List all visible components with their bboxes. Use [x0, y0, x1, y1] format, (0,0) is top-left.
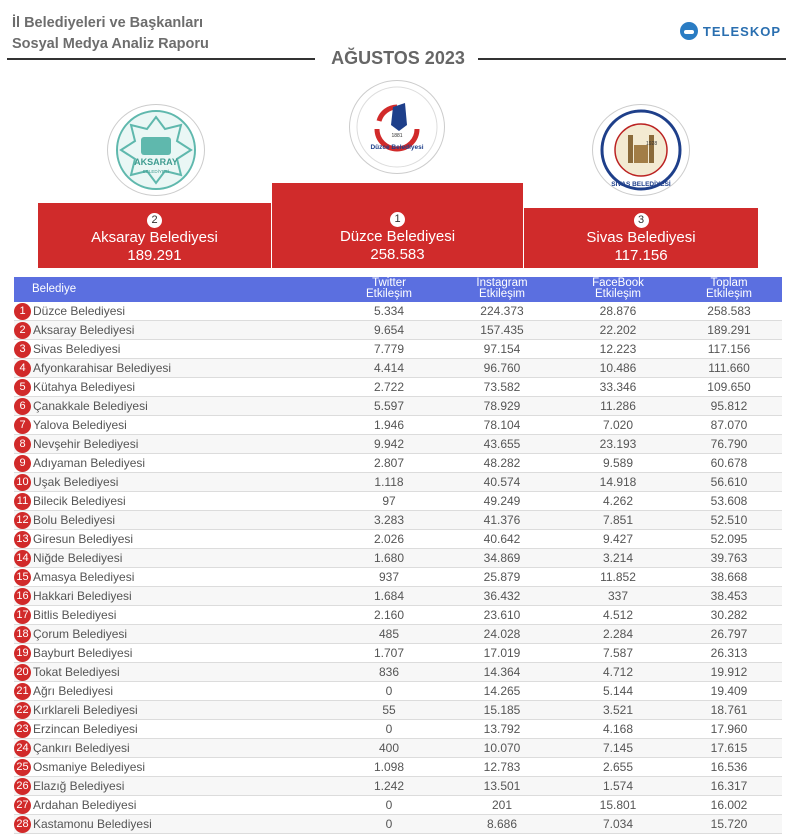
- facebook-value: 3.214: [602, 551, 634, 565]
- rank-badge: 25: [14, 759, 31, 776]
- instagram-value: 23.610: [483, 608, 521, 622]
- podium-second: [38, 203, 271, 268]
- total-value: 19.409: [710, 684, 748, 698]
- twitter-value: 2.807: [373, 456, 405, 470]
- municipality-name: Elazığ Belediyesi: [33, 779, 125, 793]
- rank-badge: 20: [14, 664, 31, 681]
- rank-badge: 23: [14, 721, 31, 738]
- col-header-facebook-l1: FaceBook: [592, 277, 644, 289]
- twitter-value: 97: [382, 494, 396, 508]
- total-value: 16.317: [710, 779, 748, 793]
- twitter-value: 9.654: [373, 323, 405, 337]
- divider-left: [7, 58, 315, 60]
- twitter-value: 5.597: [373, 399, 405, 413]
- total-value: 16.536: [710, 760, 748, 774]
- total-value: 26.313: [710, 646, 748, 660]
- facebook-value: 23.193: [599, 437, 637, 451]
- col-header-instagram-l2: Etkileşim: [478, 288, 525, 300]
- table-row: [14, 378, 782, 397]
- col-header-name: Belediye: [32, 283, 77, 295]
- rank-badge: 4: [14, 360, 31, 377]
- instagram-value: 78.104: [483, 418, 521, 432]
- rank-badge: 27: [14, 797, 31, 814]
- rank-badge: 1: [14, 303, 31, 320]
- total-value: 17.960: [710, 722, 748, 736]
- rank-badge: 9: [14, 455, 31, 472]
- podium-first: [272, 183, 523, 268]
- facebook-value: 2.284: [602, 627, 634, 641]
- duzce-logo-year: 1881: [391, 133, 403, 139]
- table-row: [14, 720, 782, 739]
- facebook-value: 7.020: [602, 418, 634, 432]
- twitter-value: 2.160: [373, 608, 405, 622]
- table-row: [14, 606, 782, 625]
- col-header-twitter-l2: Etkileşim: [365, 288, 412, 300]
- twitter-value: 2.026: [373, 532, 405, 546]
- total-value: 52.095: [710, 532, 748, 546]
- municipality-name: Tokat Belediyesi: [33, 665, 120, 679]
- table-row: [14, 454, 782, 473]
- divider-right: [478, 58, 786, 60]
- twitter-value: 1.118: [374, 475, 404, 489]
- aksaray-logo-text: AKSARAY: [134, 157, 178, 167]
- facebook-value: 7.145: [602, 741, 634, 755]
- table-row: [14, 796, 782, 815]
- instagram-value: 12.783: [483, 760, 521, 774]
- total-value: 18.761: [710, 703, 748, 717]
- twitter-value: 0: [385, 722, 393, 736]
- instagram-value: 49.249: [483, 494, 521, 508]
- twitter-value: 1.707: [373, 646, 405, 660]
- table-row: [14, 663, 782, 682]
- col-header-total: [689, 277, 769, 302]
- facebook-value: 11.852: [600, 570, 636, 584]
- twitter-value: 1.242: [373, 779, 405, 793]
- table-row: [14, 625, 782, 644]
- instagram-value: 36.432: [483, 589, 521, 603]
- table-row: [14, 682, 782, 701]
- instagram-value: 97.154: [483, 342, 521, 356]
- col-header-total-l2: Etkileşim: [705, 288, 752, 300]
- total-value: 26.797: [710, 627, 748, 641]
- rank-badge: 14: [14, 550, 31, 567]
- twitter-value: 0: [385, 798, 393, 812]
- instagram-value: 157.435: [480, 323, 524, 337]
- twitter-value: 0: [385, 684, 393, 698]
- total-value: 56.610: [710, 475, 748, 489]
- total-value: 76.790: [710, 437, 748, 451]
- municipality-name: Çorum Belediyesi: [33, 627, 128, 641]
- instagram-value: 14.364: [483, 665, 521, 679]
- facebook-value: 11.286: [600, 399, 636, 413]
- table-row: [14, 302, 782, 321]
- total-value: 87.070: [710, 418, 748, 432]
- total-value: 19.912: [710, 665, 748, 679]
- rank-badge: 15: [14, 569, 31, 586]
- instagram-value: 48.282: [483, 456, 521, 470]
- instagram-value: 96.760: [483, 361, 521, 375]
- col-header-total-l1: Toplam: [710, 277, 748, 289]
- twitter-value: 3.283: [373, 513, 405, 527]
- municipality-name: Bolu Belediyesi: [33, 513, 116, 527]
- col-header-instagram: [462, 277, 542, 302]
- facebook-value: 9.589: [602, 456, 634, 470]
- report-month: AĞUSTOS 2023: [331, 48, 465, 68]
- month-banner: [7, 48, 786, 70]
- municipality-name: Ardahan Belediyesi: [33, 798, 137, 812]
- brand-name: TELESKOP: [702, 23, 781, 39]
- twitter-value: 0: [385, 817, 393, 831]
- table-row: [14, 435, 782, 454]
- twitter-value: 400: [378, 741, 400, 755]
- table-row: [14, 701, 782, 720]
- sivas-logo: [592, 104, 690, 196]
- facebook-value: 3.521: [602, 703, 634, 717]
- facebook-value: 28.876: [599, 304, 637, 318]
- total-value: 111.660: [708, 361, 750, 375]
- table-row: [14, 644, 782, 663]
- municipality-name: Uşak Belediyesi: [33, 475, 119, 489]
- facebook-value: 2.655: [602, 760, 634, 774]
- podium-rank-badge: 1: [390, 212, 405, 227]
- table-header: [14, 277, 782, 302]
- instagram-value: 15.185: [483, 703, 521, 717]
- rank-badge: 22: [14, 702, 31, 719]
- municipality-name: Giresun Belediyesi: [33, 532, 134, 546]
- total-value: 189.291: [707, 323, 751, 337]
- podium-name: Sivas Belediyesi: [586, 229, 696, 246]
- rank-badge: 8: [14, 436, 31, 453]
- instagram-value: 25.879: [483, 570, 521, 584]
- rank-badge: 26: [14, 778, 31, 795]
- rank-badge: 2: [14, 322, 31, 339]
- municipality-name: Kastamonu Belediyesi: [33, 817, 152, 831]
- municipality-name: Aksaray Belediyesi: [33, 323, 135, 337]
- report-title-line2: Sosyal Medya Analiz Raporu: [12, 36, 209, 52]
- instagram-value: 14.265: [483, 684, 521, 698]
- total-value: 39.763: [710, 551, 748, 565]
- facebook-value: 7.851: [602, 513, 634, 527]
- total-value: 60.678: [710, 456, 748, 470]
- municipality-name: Sivas Belediyesi: [33, 342, 121, 356]
- col-header-facebook: [578, 277, 658, 302]
- rank-badge: 13: [14, 531, 31, 548]
- table-body: [14, 302, 782, 834]
- municipality-name: Kırklareli Belediyesi: [33, 703, 138, 717]
- twitter-value: 55: [382, 703, 396, 717]
- table-row: [14, 397, 782, 416]
- municipality-name: Nevşehir Belediyesi: [33, 437, 139, 451]
- facebook-value: 15.801: [599, 798, 637, 812]
- rank-badge: 6: [14, 398, 31, 415]
- table-row: [14, 530, 782, 549]
- twitter-value: 836: [378, 665, 400, 679]
- table-row: [14, 568, 782, 587]
- rank-badge: 5: [14, 379, 31, 396]
- podium-total: 258.583: [370, 246, 425, 263]
- rank-badge: 17: [14, 607, 31, 624]
- facebook-value: 14.918: [599, 475, 637, 489]
- municipality-name: Bilecik Belediyesi: [33, 494, 126, 508]
- twitter-value: 1.684: [373, 589, 405, 603]
- total-value: 16.002: [710, 798, 748, 812]
- total-value: 53.608: [710, 494, 748, 508]
- teleskop-icon: [680, 22, 698, 40]
- twitter-value: 2.722: [373, 380, 405, 394]
- instagram-value: 34.869: [483, 551, 521, 565]
- municipality-name: Hakkari Belediyesi: [33, 589, 132, 603]
- facebook-value: 33.346: [599, 380, 637, 394]
- municipality-name: Yalova Belediyesi: [33, 418, 127, 432]
- rank-badge: 16: [14, 588, 31, 605]
- rank-badge: 11: [14, 493, 31, 510]
- rank-badge: 7: [14, 417, 31, 434]
- facebook-value: 7.587: [602, 646, 634, 660]
- twitter-value: 485: [378, 627, 400, 641]
- table-row: [14, 340, 782, 359]
- instagram-value: 24.028: [483, 627, 521, 641]
- municipality-name: Çanakkale Belediyesi: [33, 399, 148, 413]
- table-row: [14, 492, 782, 511]
- rank-badge: 28: [14, 816, 31, 833]
- table-row: [14, 739, 782, 758]
- total-value: 258.583: [707, 304, 751, 318]
- table-row: [14, 473, 782, 492]
- municipality-name: Bitlis Belediyesi: [33, 608, 117, 622]
- instagram-value: 40.642: [483, 532, 521, 546]
- municipality-name: Bayburt Belediyesi: [33, 646, 133, 660]
- municipality-name: Kütahya Belediyesi: [33, 380, 136, 394]
- total-value: 38.668: [710, 570, 748, 584]
- table-row: [14, 416, 782, 435]
- municipality-name: Amasya Belediyesi: [33, 570, 135, 584]
- podium-total: 117.156: [614, 247, 668, 264]
- total-value: 15.720: [710, 817, 748, 831]
- table-row: [14, 758, 782, 777]
- total-value: 95.812: [710, 399, 748, 413]
- municipality-name: Niğde Belediyesi: [33, 551, 123, 565]
- total-value: 30.282: [710, 608, 748, 622]
- total-value: 38.453: [710, 589, 748, 603]
- rank-badge: 18: [14, 626, 31, 643]
- facebook-value: 9.427: [602, 532, 634, 546]
- instagram-value: 73.582: [483, 380, 521, 394]
- twitter-value: 9.942: [373, 437, 405, 451]
- facebook-value: 4.712: [602, 665, 634, 679]
- facebook-value: 12.223: [599, 342, 637, 356]
- podium-rank-badge: 2: [147, 213, 162, 228]
- rank-badge: 21: [14, 683, 31, 700]
- facebook-value: 22.202: [599, 323, 637, 337]
- instagram-value: 43.655: [483, 437, 521, 451]
- municipality-name: Erzincan Belediyesi: [33, 722, 138, 736]
- podium-total: 189.291: [127, 247, 182, 264]
- table-row: [14, 511, 782, 530]
- rank-badge: 3: [14, 341, 31, 358]
- municipality-name: Çankırı Belediyesi: [33, 741, 130, 755]
- table-row: [14, 815, 782, 834]
- municipality-name: Osmaniye Belediyesi: [33, 760, 146, 774]
- twitter-value: 1.680: [373, 551, 405, 565]
- twitter-value: 4.414: [373, 361, 405, 375]
- instagram-value: 40.574: [483, 475, 521, 489]
- duzce-logo: [349, 80, 445, 174]
- col-header-instagram-l1: Instagram: [476, 277, 528, 289]
- twitter-value: 7.779: [373, 342, 405, 356]
- facebook-value: 4.262: [602, 494, 634, 508]
- podium-name: Aksaray Belediyesi: [91, 229, 218, 246]
- municipality-name: Afyonkarahisar Belediyesi: [33, 361, 172, 375]
- total-value: 17.615: [710, 741, 748, 755]
- instagram-value: 10.070: [483, 741, 521, 755]
- twitter-value: 1.098: [373, 760, 405, 774]
- table-row: [14, 359, 782, 378]
- instagram-value: 78.929: [483, 399, 521, 413]
- report-title-line1: İl Belediyeleri ve Başkanları: [12, 15, 204, 31]
- facebook-value: 7.034: [602, 817, 634, 831]
- total-value: 52.510: [710, 513, 748, 527]
- municipality-name: Düzce Belediyesi: [33, 304, 126, 318]
- rank-badge: 10: [14, 474, 31, 491]
- municipality-name: Adıyaman Belediyesi: [33, 456, 146, 470]
- teleskop-logo: [680, 22, 781, 40]
- instagram-value: 201: [491, 798, 513, 812]
- facebook-value: 337: [607, 589, 629, 603]
- facebook-value: 4.168: [602, 722, 634, 736]
- rank-badge: 12: [14, 512, 31, 529]
- aksaray-logo-subtext: BELEDİYESİ: [142, 169, 170, 174]
- duzce-logo-text: Düzce Belediyesi: [370, 144, 424, 151]
- instagram-value: 17.019: [483, 646, 521, 660]
- col-header-facebook-l2: Etkileşim: [594, 288, 641, 300]
- total-value: 117.156: [707, 342, 751, 356]
- instagram-value: 13.501: [483, 779, 521, 793]
- col-header-twitter: [349, 277, 429, 302]
- podium-third: [524, 208, 758, 268]
- instagram-value: 8.686: [486, 817, 518, 831]
- twitter-value: 5.334: [373, 304, 405, 318]
- aksaray-logo: [107, 104, 205, 196]
- instagram-value: 224.373: [480, 304, 524, 318]
- facebook-value: 4.512: [602, 608, 634, 622]
- table-row: [14, 777, 782, 796]
- podium-name: Düzce Belediyesi: [339, 228, 456, 245]
- table-row: [14, 587, 782, 606]
- twitter-value: 1.946: [373, 418, 405, 432]
- rank-badge: 19: [14, 645, 31, 662]
- instagram-value: 41.376: [483, 513, 521, 527]
- sivas-logo-year: 1928: [646, 141, 658, 147]
- table-row: [14, 549, 782, 568]
- facebook-value: 5.144: [602, 684, 634, 698]
- podium-rank-badge: 3: [634, 213, 649, 228]
- sivas-logo-text: SİVAS BELEDİYESİ: [611, 181, 671, 188]
- twitter-value: 937: [378, 570, 400, 584]
- total-value: 109.650: [707, 380, 751, 394]
- instagram-value: 13.792: [483, 722, 521, 736]
- facebook-value: 1.574: [602, 779, 634, 793]
- table-row: [14, 321, 782, 340]
- col-header-twitter-l1: Twitter: [372, 277, 406, 289]
- facebook-value: 10.486: [599, 361, 637, 375]
- municipality-name: Ağrı Belediyesi: [33, 684, 114, 698]
- rank-badge: 24: [14, 740, 31, 757]
